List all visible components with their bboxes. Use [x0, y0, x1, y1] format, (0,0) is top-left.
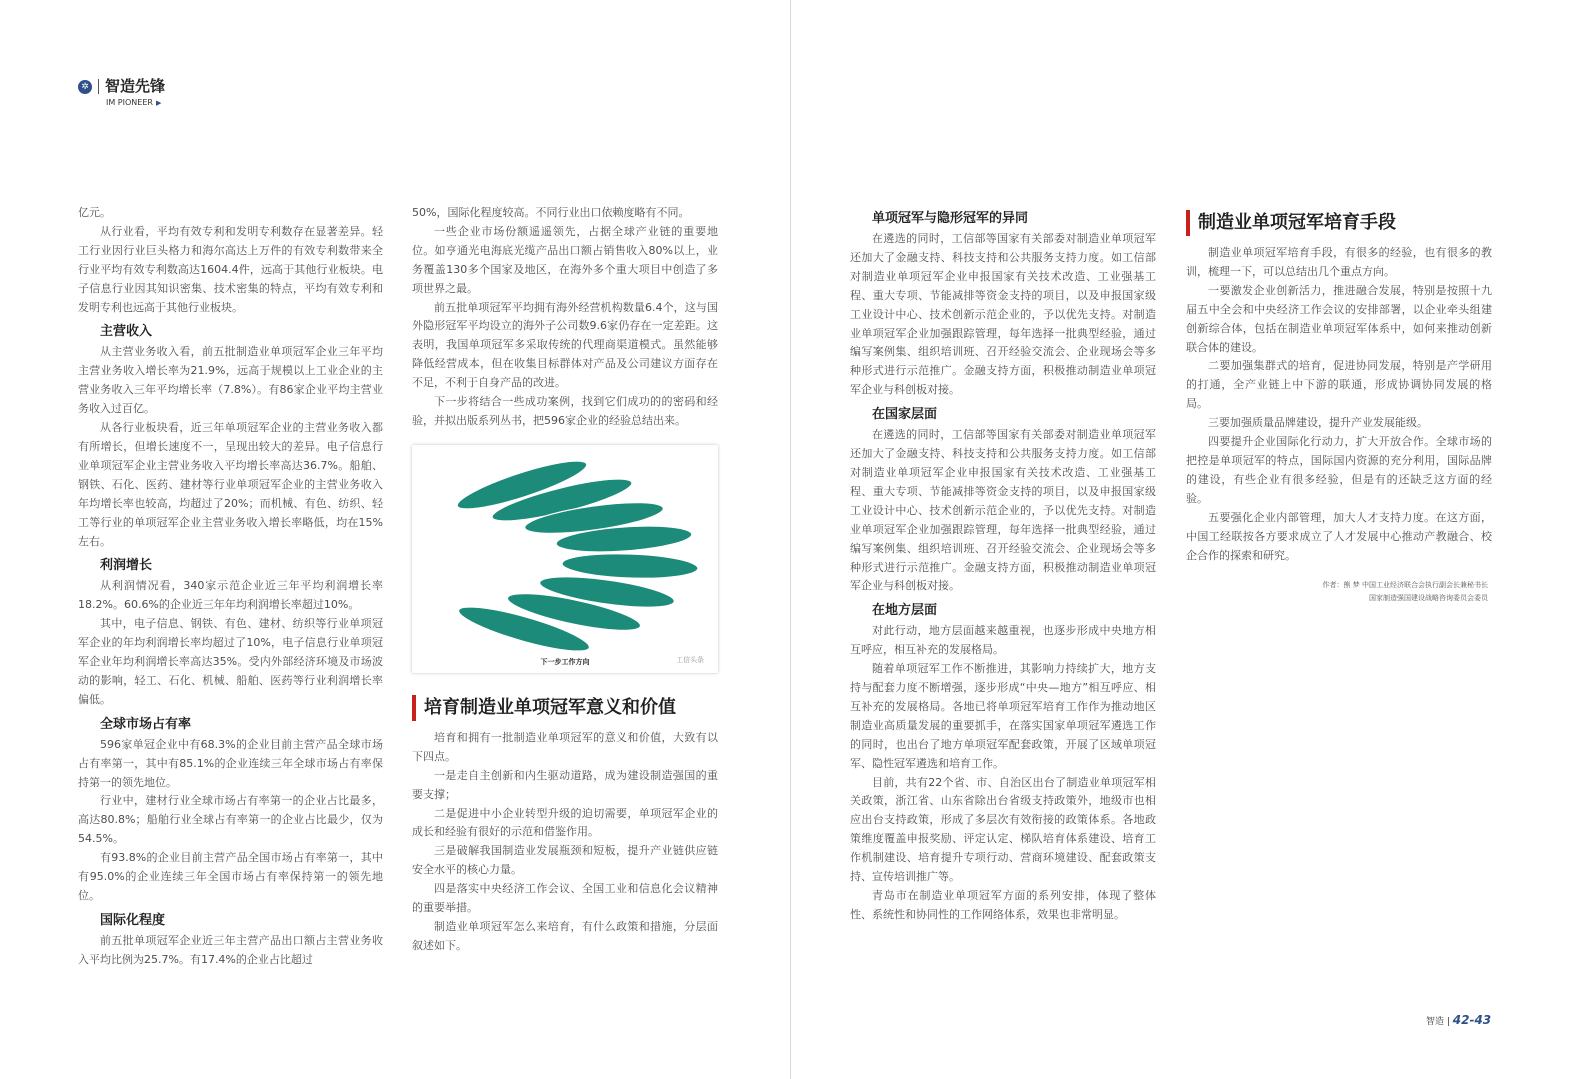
- page-number: 智造 | 42-43: [1426, 1013, 1492, 1027]
- paragraph: 三是破解我国制造业发展瓶颈和短板，提升产业链供应链安全水平的核心力量。: [412, 844, 718, 877]
- text-column-4: [1186, 204, 1492, 605]
- paragraph: 制造业单项冠军怎么来培育，有什么政策和措施，分层面叙述如下。: [412, 919, 718, 952]
- section-heading: 国际化程度: [100, 912, 166, 928]
- paragraph: 对此行动，地方层面越来越重视，也逐步形成中央地方相互呼应，相互补充的发展格局。: [850, 624, 1156, 657]
- footer-label: 智造: [1426, 1017, 1445, 1027]
- paragraph: 一些企业市场份额遥遥领先，占据全球产业链的重要地位。如亨通光电海底光缆产品出口额占销售收入80%以上，业务覆盖130多个国家及地区，在海外多个重大项目中创造了多项世界之最。: [412, 224, 718, 295]
- paragraph: 在遴选的同时，工信部等国家有关部委对制造业单项冠军还加大了金融支持、科技支持和公共服务支持力度。如工信部对制造业单项冠军企业申报国家有关技术改造、工业强基工程、重大专项、节能减排等资金支持的项目，以及申报国家级工业设计中心、技术创新示范企业的，予以优先支持。对制造业单项冠军企业加强跟踪管理，每年选择一批典型经验，通过编写案例集、组织培训班、召开经验交流会、企业现场会等多种形式进行示范推广。金融支持方面，积极推动制造业单项冠军企业与科创板对接。: [850, 232, 1156, 397]
- paragraph: 从各行业板块看，近三年单项冠军企业的主营业务收入都有所增长，但增长速度不一，呈现出较大的差异。电子信息行业单项冠军企业主营业务收入平均增长率高达36.7%。船舶、钢铁、石化、医药、建材等行业单项冠军企业的主营业务收入年均增长率也较高，均超过了20%；而机械、有色、纺织、轻工等行业的单项冠军企业主营业务收入增长率略低，均在15%左右。: [78, 421, 383, 548]
- paragraph: 50%，国际化程度较高。不同行业出口依赖度略有不同。: [412, 206, 690, 219]
- section-heading: 主营收入: [100, 324, 153, 340]
- paragraph: 四是落实中央经济工作会议、全国工业和信息化会议精神的重要举措。: [412, 882, 718, 915]
- paragraph: 有93.8%的企业目前主营产品全国市场占有率第一，其中有95.0%的企业连续三年全国市场占有率保持第一的领先地位。: [78, 851, 383, 902]
- paragraph: 亿元。: [78, 206, 111, 219]
- section-heading: 全球市场占有率: [100, 716, 192, 732]
- paragraph: 目前，共有22个省、市、自治区出台了制造业单项冠军相关政策，浙江省、山东省除出台省级支持政策外，地级市也相应出台支持政策，形成了多层次有效衔接的政策体系。各地政策维度覆盖申报奖励、评定认定、梯队培育体系建设、培育工作机制建设、培育提升专项行动、营商环境建设、配套政策支持、宣传培训推广等。: [850, 775, 1156, 884]
- paragraph: 从利润情况看，340家示范企业近三年平均利润增长率18.2%。60.6%的企业近三年年均利润增长率超过10%。: [78, 579, 383, 612]
- paragraph: 四要提升企业国际化行动力，扩大开放合作。全球市场的把控是单项冠军的特点，国际国内资源的充分利用，国际品牌的建设，有些企业有很多经验，但是有的还缺乏这方面的经验。: [1186, 435, 1492, 505]
- paragraph: 从主营业务收入看，前五批制造业单项冠军企业三年平均主营业务收入增长率为21.9%，远高于规模以上工业企业的主营业务收入三年平均增长率（7.8%）。有86家企业平均主营业务收入过百亿。: [78, 345, 383, 416]
- paragraph: 三要加强质量品牌建设，提升产业发展能级。: [1208, 416, 1428, 430]
- paragraph: 二是促进中小企业转型升级的迫切需要，单项冠军企业的成长和经验有很好的示范和借鉴作用。: [412, 806, 718, 839]
- paragraph: 前五批单项冠军企业近三年主营产品出口额占主营业务收入平均比例为25.7%。有17.4%的企业占比超过: [78, 933, 383, 966]
- section-title: 制造业单项冠军培育手段: [1186, 210, 1492, 236]
- figure-caption: 下一步工作方向: [540, 657, 590, 666]
- paragraph: 一是走自主创新和内生驱动道路，成为建设制造强国的重要支撑；: [412, 768, 718, 801]
- gear-emblem-icon: ✲: [78, 80, 92, 94]
- figure-watermark: 工信头条: [676, 655, 704, 664]
- text-column-3: [850, 204, 1156, 925]
- paragraph: 一要激发企业创新活力，推进融合发展，特别是按照十九届五中全会和中央经济工作会议的安排部署，以企业牵头组建创新综合体，包括在制造业单项冠军体系中，如何来推动创新联合体的建设。: [1186, 283, 1492, 354]
- paragraph: 下一步将结合一些成功案例，找到它们成功的的密码和经验，并拟出版系列丛书，把596家企业的经验总结出来。: [412, 395, 718, 427]
- paragraph: 二要加强集群式的培育，促进协同发展，特别是产学研用的打通，全产业链上中下游的联通，形成协调协同发展的格局。: [1186, 359, 1492, 411]
- triangle-right-icon: ▶: [155, 99, 162, 107]
- author-credit: [1186, 579, 1492, 605]
- section-title: 培育制造业单项冠军意义和价值: [412, 695, 718, 721]
- paragraph: 在遴选的同时，工信部等国家有关部委对制造业单项冠军还加大了金融支持、科技支持和公共服务支持力度。如工信部对制造业单项冠军企业申报国家有关技术改造、工业强基工程、重大专项、节能减排等资金支持的项目，以及申报国家级工业设计中心、技术创新示范企业的，予以优先支持。对制造业单项冠军企业加强跟踪管理，每年选择一批典型经验，通过编写案例集、组织培训班、召开经验交流会、企业现场会等多种形式进行示范推广。金融支持方面，积极推动制造业单项冠军企业与科创板对接。: [850, 428, 1156, 593]
- ellipse-diagram: [412, 445, 718, 673]
- page-spine: [790, 0, 791, 1079]
- column-subtitle-text: IM PIONEER: [106, 98, 153, 107]
- column-title: 智造先锋: [98, 79, 165, 94]
- paragraph: 随着单项冠军工作不断推进，其影响力持续扩大，地方支持与配套力度不断增强，逐步形成“中央—地方”相互呼应、相互补充的发展格局。各地已将单项冠军培育工作作为推动地区制造业高质量发展的重要抓手，在落实国家单项冠军遴选工作的同时，也出台了地方单项冠军配套政策，开展了区域单项冠军、隐性冠军遴选和培育工作。: [850, 662, 1156, 770]
- section-heading: 单项冠军与隐形冠军的异同: [872, 211, 1029, 226]
- text-column-1: [78, 204, 383, 970]
- page-number-value: 42-43: [1452, 1013, 1492, 1027]
- paragraph: 从行业看，平均有效专利和发明专利数存在显著差异。轻工行业因行业巨头格力和海尔高达上万件的有效专利数带来全行业平均有效专利数高达1604.4件，远高于其他行业板块。电子信息行业因其知识密集、技术密集的特点，平均有效专利和发明专利也远高于其他行业板块。: [78, 224, 383, 314]
- author-credit-line: 国家制造强国建设战略咨询委员会委员: [1369, 594, 1488, 603]
- paragraph: 前五批单项冠军平均拥有海外经营机构数量6.4个，这与国外隐形冠军平均设立的海外子公司数9.6家仍存在一定差距。这表明，我国单项冠军多采取传统的代理商渠道模式。虽然能够降低经营成本，但在收集目标群体对产品及公司建议方面存在不足，不利于自身产品的改进。: [412, 300, 718, 390]
- next-steps-figure: [412, 445, 718, 673]
- author-credit-line: 作者：熊 梦 中国工业经济联合会执行副会长兼秘书长: [1322, 581, 1488, 590]
- column-subtitle: [106, 98, 161, 107]
- magazine-header: [78, 76, 166, 107]
- paragraph: 五要强化企业内部管理，加大人才支持力度。在这方面，中国工经联按各方要求成立了人才发展中心推动产教融合、校企合作的探索和研究。: [1186, 510, 1492, 562]
- section-heading: 在地方层面: [872, 603, 938, 619]
- paragraph: 培育和拥有一批制造业单项冠军的意义和价值，大致有以下四点。: [412, 730, 718, 763]
- paragraph: 行业中，建材行业全球市场占有率第一的企业占比最多，高达80.8%；船舶行业全球占有率第一的企业占比最少，仅为54.5%。: [78, 794, 383, 846]
- paragraph: 其中，电子信息、钢铁、有色、建材、纺织等行业单项冠军企业的年均利润增长率均超过了10%，电子信息行业单项冠军企业年均利润增长率高达35%。受内外部经济环境及市场波动的影响，轻工、石化、机械、船舶、医药等行业利润增长率偏低。: [78, 617, 383, 706]
- section-heading: 在国家层面: [872, 407, 938, 423]
- text-column-2: [412, 204, 718, 956]
- paragraph: 596家单冠企业中有68.3%的企业目前主营产品全球市场占有率第一，其中有85.1%的企业连续三年全球市场占有率保持第一的领先地位。: [78, 737, 383, 789]
- paragraph: 制造业单项冠军培育手段，有很多的经验，也有很多的教训，梳理一下，可以总结出几个重点方向。: [1186, 246, 1492, 278]
- paragraph: 青岛市在制造业单项冠军方面的系列安排，体现了整体性、系统性和协同性的工作网络体系，效果也非常明显。: [850, 889, 1156, 921]
- section-heading: 利润增长: [100, 558, 153, 574]
- diagram-ellipse: [562, 552, 699, 581]
